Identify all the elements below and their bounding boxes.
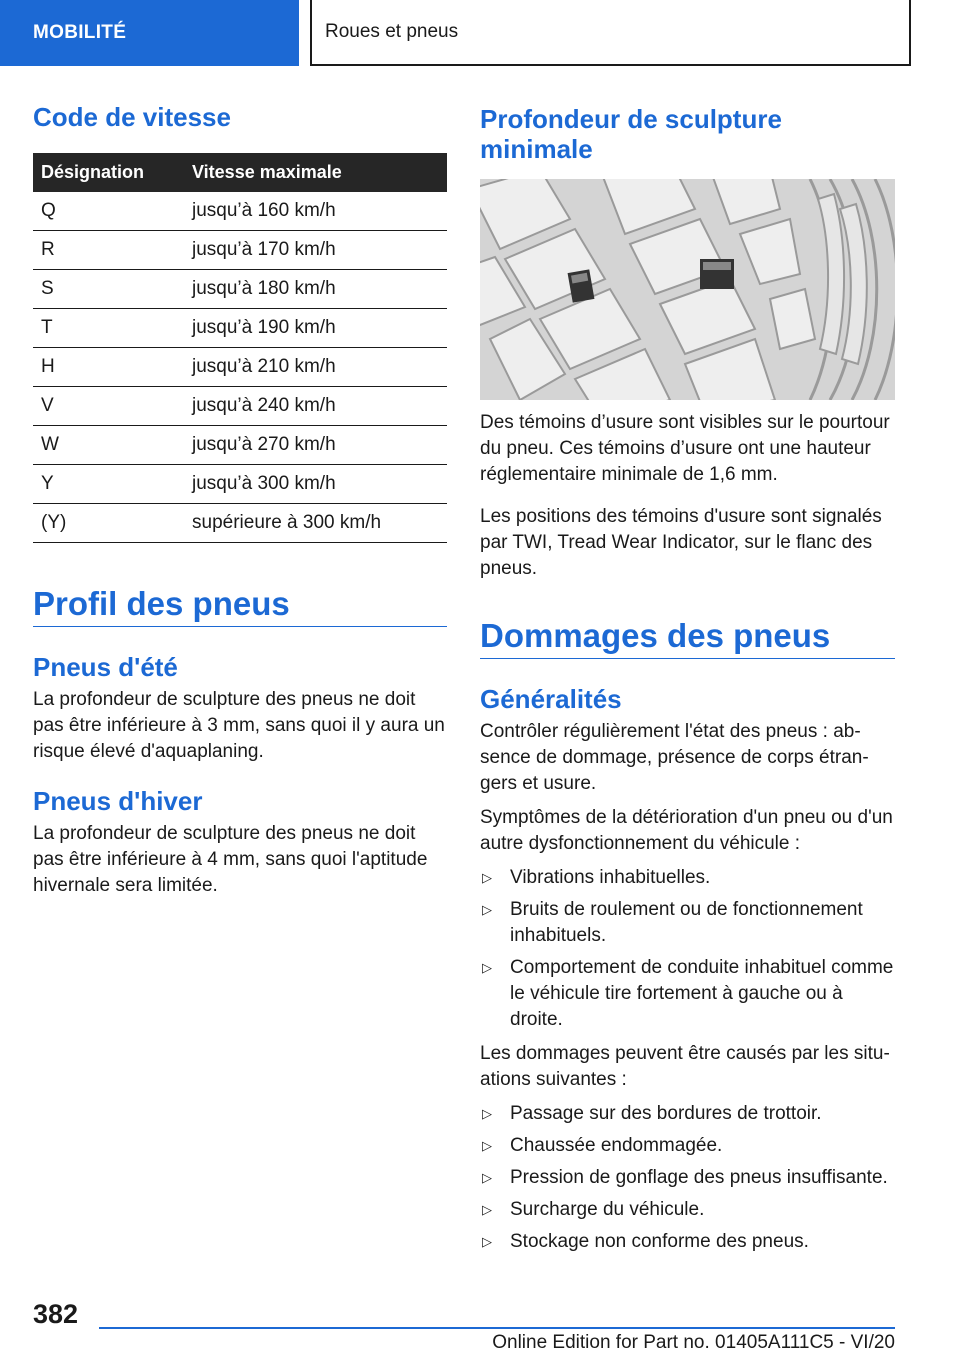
table-row bbox=[33, 426, 447, 465]
tire-tread-icon bbox=[480, 179, 895, 400]
bullet-arrow-icon: ▷ bbox=[482, 1106, 492, 1121]
section-rule bbox=[33, 626, 447, 627]
profile-title: Profil des pneus bbox=[33, 585, 290, 622]
bullet-arrow-icon: ▷ bbox=[482, 1202, 492, 1217]
min-depth-p1: Des témoins d’usure sont visibles sur le pourtour du pneu. Ces témoins d’usure ont une hauteur réglementaire minimale de 1,6 mm. bbox=[480, 412, 890, 485]
damage-p1: Contrôler régulièrement l'état des pneus : absence de dommage, présence de corps étrangers et usure. bbox=[480, 721, 869, 794]
table-row bbox=[33, 348, 447, 387]
column-header: Désignation bbox=[33, 153, 192, 192]
summer-title: Pneus d'été bbox=[33, 652, 178, 682]
footer-edition: Online Edition for Part no. 01405A111C5 - VI/20 bbox=[492, 1332, 895, 1353]
symptom-list bbox=[480, 865, 895, 1033]
page-number: 382 bbox=[33, 1299, 79, 1329]
section-rule bbox=[480, 658, 895, 659]
tire-tread-illustration bbox=[480, 179, 895, 400]
table-row bbox=[33, 504, 447, 543]
list-item-text: Surcharge du véhicule. bbox=[510, 1199, 705, 1220]
min-depth-body bbox=[480, 410, 895, 582]
damage-section bbox=[480, 616, 895, 1255]
chapter-header bbox=[311, 0, 911, 66]
winter-text: La profondeur de sculpture des pneus ne doit pas être inférieure à 4 mm, sans quoi l'aptitude hivernale sera limitée. bbox=[33, 823, 428, 896]
table-row bbox=[33, 387, 447, 426]
list-item-text: Chaussée endommagée. bbox=[510, 1135, 723, 1156]
min-depth-title: Profondeur de sculpture minimale bbox=[480, 104, 782, 164]
section-title: MOBILITÉ bbox=[33, 22, 127, 43]
list-item-text: Comportement de conduite inhabituel comme le véhicule tire fortement à gauche ou à droite. bbox=[510, 957, 894, 1030]
list-item-text: Pression de gonflage des pneus insuffisante. bbox=[510, 1167, 888, 1188]
list-item bbox=[480, 1197, 895, 1223]
summer-text: La profondeur de sculpture des pneus ne doit pas être inférieure à 3 mm, sans quoi il y aura un risque élevé d'aquaplaning. bbox=[33, 689, 445, 762]
general-title: Généralités bbox=[480, 684, 622, 714]
footer-rule bbox=[99, 1327, 895, 1329]
table-cell: jusqu’à 210 km/h bbox=[192, 348, 447, 387]
profile-section bbox=[33, 584, 447, 899]
list-item bbox=[480, 955, 895, 1033]
list-item bbox=[480, 1133, 895, 1159]
table-cell: jusqu’à 300 km/h bbox=[192, 465, 447, 504]
list-item bbox=[480, 1101, 895, 1127]
table-header-row bbox=[33, 153, 447, 192]
table-cell: supérieure à 300 km/h bbox=[192, 504, 447, 543]
bullet-arrow-icon: ▷ bbox=[482, 870, 492, 885]
table-row bbox=[33, 192, 447, 231]
list-item-text: Bruits de roulement ou de fonctionnement inhabituels. bbox=[510, 899, 863, 946]
table-cell: jusqu’à 240 km/h bbox=[192, 387, 447, 426]
bullet-arrow-icon: ▷ bbox=[482, 960, 492, 975]
speed-code-section bbox=[33, 102, 447, 132]
table-cell: Q bbox=[33, 192, 192, 231]
list-item-text: Vibrations inhabituelles. bbox=[510, 867, 711, 888]
table-cell: Y bbox=[33, 465, 192, 504]
list-item bbox=[480, 897, 895, 949]
chapter-title: Roues et pneus bbox=[325, 21, 459, 42]
table-cell: W bbox=[33, 426, 192, 465]
table-cell: R bbox=[33, 231, 192, 270]
min-depth-p2: Les positions des témoins d'usure sont signalés par TWI, Tread Wear Indicator, sur le flanc des pneus. bbox=[480, 506, 882, 579]
table-cell: jusqu’à 270 km/h bbox=[192, 426, 447, 465]
table-cell: V bbox=[33, 387, 192, 426]
list-item bbox=[480, 1165, 895, 1191]
bullet-arrow-icon: ▷ bbox=[482, 1138, 492, 1153]
table-cell: S bbox=[33, 270, 192, 309]
table-row bbox=[33, 270, 447, 309]
table-row bbox=[33, 465, 447, 504]
table-cell: jusqu’à 170 km/h bbox=[192, 231, 447, 270]
table-row bbox=[33, 309, 447, 348]
list-item bbox=[480, 1229, 895, 1255]
list-item-text: Stockage non conforme des pneus. bbox=[510, 1231, 809, 1252]
speed-code-title: Code de vitesse bbox=[33, 102, 231, 132]
table-cell: T bbox=[33, 309, 192, 348]
bullet-arrow-icon: ▷ bbox=[482, 1170, 492, 1185]
list-item-text: Passage sur des bordures de trottoir. bbox=[510, 1103, 822, 1124]
speed-table-wrap bbox=[33, 153, 447, 543]
bullet-arrow-icon: ▷ bbox=[482, 902, 492, 917]
table-row bbox=[33, 231, 447, 270]
min-depth-section bbox=[480, 104, 895, 164]
bullet-arrow-icon: ▷ bbox=[482, 1234, 492, 1249]
table-cell: jusqu’à 180 km/h bbox=[192, 270, 447, 309]
damage-p2: Symptômes de la détérioration d'un pneu ou d'un autre dysfonctionnement du véhicule : bbox=[480, 807, 893, 854]
speed-table bbox=[33, 153, 447, 543]
section-tab bbox=[0, 0, 299, 66]
table-cell: H bbox=[33, 348, 192, 387]
cause-list bbox=[480, 1101, 895, 1255]
damage-p3: Les dommages peuvent être causés par les situations suivantes : bbox=[480, 1043, 890, 1090]
damage-title: Dommages des pneus bbox=[480, 617, 831, 654]
table-cell: jusqu’à 190 km/h bbox=[192, 309, 447, 348]
list-item bbox=[480, 865, 895, 891]
table-cell: jusqu’à 160 km/h bbox=[192, 192, 447, 231]
table-cell: (Y) bbox=[33, 504, 192, 543]
winter-title: Pneus d'hiver bbox=[33, 786, 203, 816]
column-header: Vitesse maximale bbox=[192, 153, 447, 192]
